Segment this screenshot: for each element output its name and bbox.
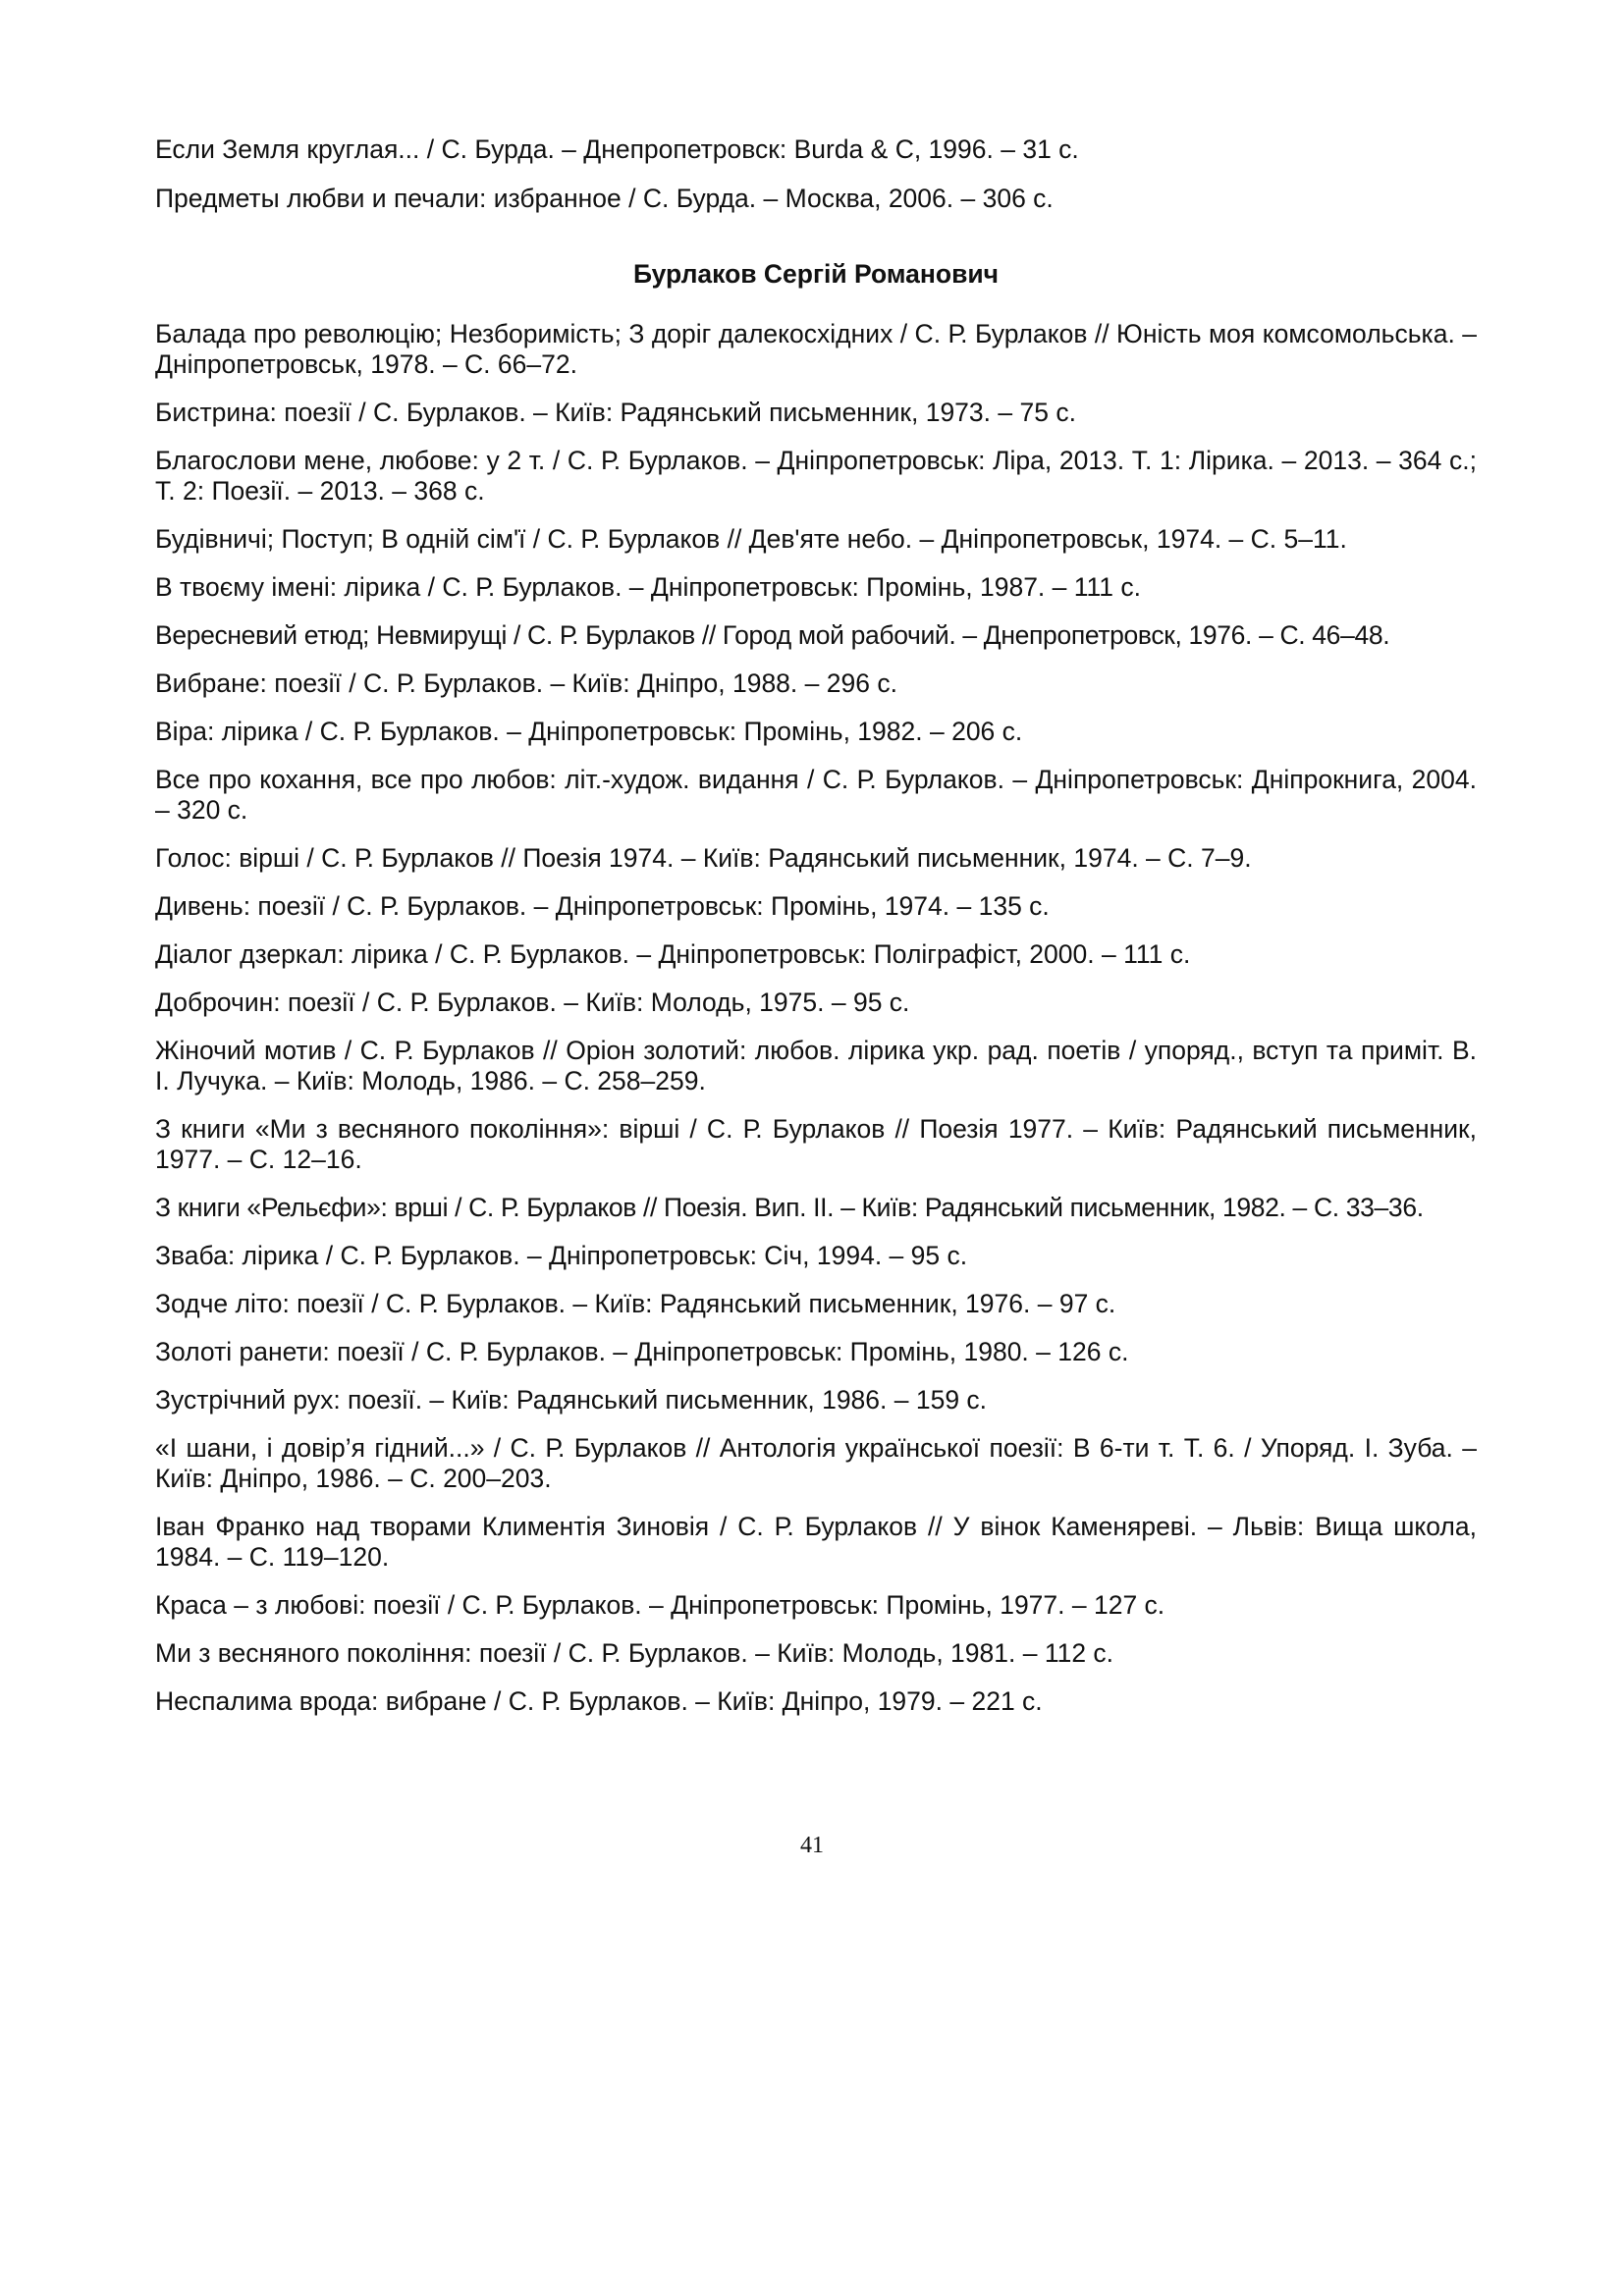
bibliography-entry: Благослови мене, любове: у 2 т. / С. Р. Бурлаков. – Дніпропетровськ: Ліра, 2013. Т. 1: Лірика. – 2013. – 364 с.; Т. 2: Поезії. – 2013. – 368 с. — [155, 446, 1477, 506]
bibliography-entry: Віра: лірика / С. Р. Бурлаков. – Дніпропетровськ: Промінь, 1982. – 206 с. — [155, 717, 1023, 746]
bibliography-entry: Вересневий етюд; Невмирущі / С. Р. Бурлаков // Город мой рабочий. – Днепропетровск, 1976. – С. 46–48. — [155, 620, 1390, 650]
bibliography-content — [155, 134, 1477, 1735]
page-number: 41 — [800, 1833, 824, 1858]
bibliography-entry: Балада про революцію; Незборимість; З доріг далекосхідних / С. Р. Бурлаков // Юність моя комсомольська. – Дніпропетровськ, 1978. – С. 66–72. — [155, 319, 1477, 379]
bibliography-entry: Все про кохання, все про любов: літ.-худож. видання / С. Р. Бурлаков. – Дніпропетровськ: Дніпрокнига, 2004. – 320 с. — [155, 765, 1477, 825]
bibliography-entry: Ми з весняного покоління: поезії / С. Р. Бурлаков. – Київ: Молодь, 1981. – 112 с. — [155, 1638, 1114, 1668]
bibliography-entry: Зодче літо: поезії / С. Р. Бурлаков. – Київ: Радянський письменник, 1976. – 97 с. — [155, 1289, 1116, 1318]
bibliography-entry: Неспалима врода: вибране / С. Р. Бурлаков. – Київ: Дніпро, 1979. – 221 с. — [155, 1686, 1043, 1716]
bibliography-entry: Іван Франко над творами Климентія Зиновія / С. Р. Бурлаков // У вінок Каменяреві. – Львів: Вища школа, 1984. – С. 119–120. — [155, 1512, 1477, 1572]
bibliography-entry: Дивень: поезії / С. Р. Бурлаков. – Дніпропетровськ: Промінь, 1974. – 135 с. — [155, 891, 1050, 921]
bibliography-entry: Зваба: лірика / С. Р. Бурлаков. – Дніпропетровськ: Січ, 1994. – 95 с. — [155, 1241, 968, 1270]
bibliography-entry: Зустрічний рух: поезії. – Київ: Радянський письменник, 1986. – 159 с. — [155, 1385, 988, 1415]
bibliography-entry: Діалог дзеркал: лірика / С. Р. Бурлаков. – Дніпропетровськ: Поліграфіст, 2000. – 111 с. — [155, 939, 1191, 969]
bibliography-entry: Голос: вірші / С. Р. Бурлаков // Поезія 1974. – Київ: Радянський письменник, 1974. – С. 7–9. — [155, 843, 1252, 873]
bibliography-entry: Предметы любви и печали: избранное / С. Бурда. – Москва, 2006. – 306 с. — [155, 184, 1054, 213]
bibliography-entry: Будівничі; Поступ; В одній сім'ї / С. Р. Бурлаков // Дев'яте небо. – Дніпропетровськ, 1974. – С. 5–11. — [155, 524, 1347, 554]
bibliography-entry: З книги «Рельєфи»: врші / С. Р. Бурлаков // Поезія. Вип. ІІ. – Київ: Радянський письменник, 1982. – С. 33–36. — [155, 1193, 1424, 1222]
bibliography-entry: Бистрина: поезії / С. Бурлаков. – Київ: Радянський письменник, 1973. – 75 с. — [155, 398, 1076, 427]
bibliography-entry: Вибране: поезії / С. Р. Бурлаков. – Київ: Дніпро, 1988. – 296 с. — [155, 668, 897, 698]
bibliography-entry: Жіночий мотив / С. Р. Бурлаков // Оріон золотий: любов. лірика укр. рад. поетів / упоряд., вступ та приміт. В. І. Лучука. – Київ: Молодь, 1986. – С. 258–259. — [155, 1036, 1477, 1095]
bibliography-entry: Золоті ранети: поезії / С. Р. Бурлаков. – Дніпропетровськ: Промінь, 1980. – 126 с. — [155, 1337, 1129, 1366]
bibliography-entry: Краса – з любові: поезії / С. Р. Бурлаков. – Дніпропетровськ: Промінь, 1977. – 127 с. — [155, 1590, 1165, 1620]
bibliography-entry: З книги «Ми з весняного покоління»: вірші / С. Р. Бурлаков // Поезія 1977. – Київ: Радянський письменник, 1977. – С. 12–16. — [155, 1114, 1477, 1174]
bibliography-entry: В твоєму імені: лірика / С. Р. Бурлаков. – Дніпропетровськ: Промінь, 1987. – 111 с. — [155, 572, 1142, 602]
author-heading: Бурлаков Сергій Романович — [632, 259, 1000, 289]
bibliography-entry: «І шани, і довір’я гідний...» / С. Р. Бурлаков // Антологія української поезії: В 6-ти т. Т. 6. / Упоряд. І. Зуба. – Київ: Дніпро, 1986. – С. 200–203. — [155, 1433, 1477, 1493]
bibliography-entry: Доброчин: поезії / С. Р. Бурлаков. – Київ: Молодь, 1975. – 95 с. — [155, 988, 910, 1017]
bibliography-entry: Если Земля круглая... / С. Бурда. – Днепропетровск: Burda & C, 1996. – 31 с. — [155, 134, 1079, 164]
